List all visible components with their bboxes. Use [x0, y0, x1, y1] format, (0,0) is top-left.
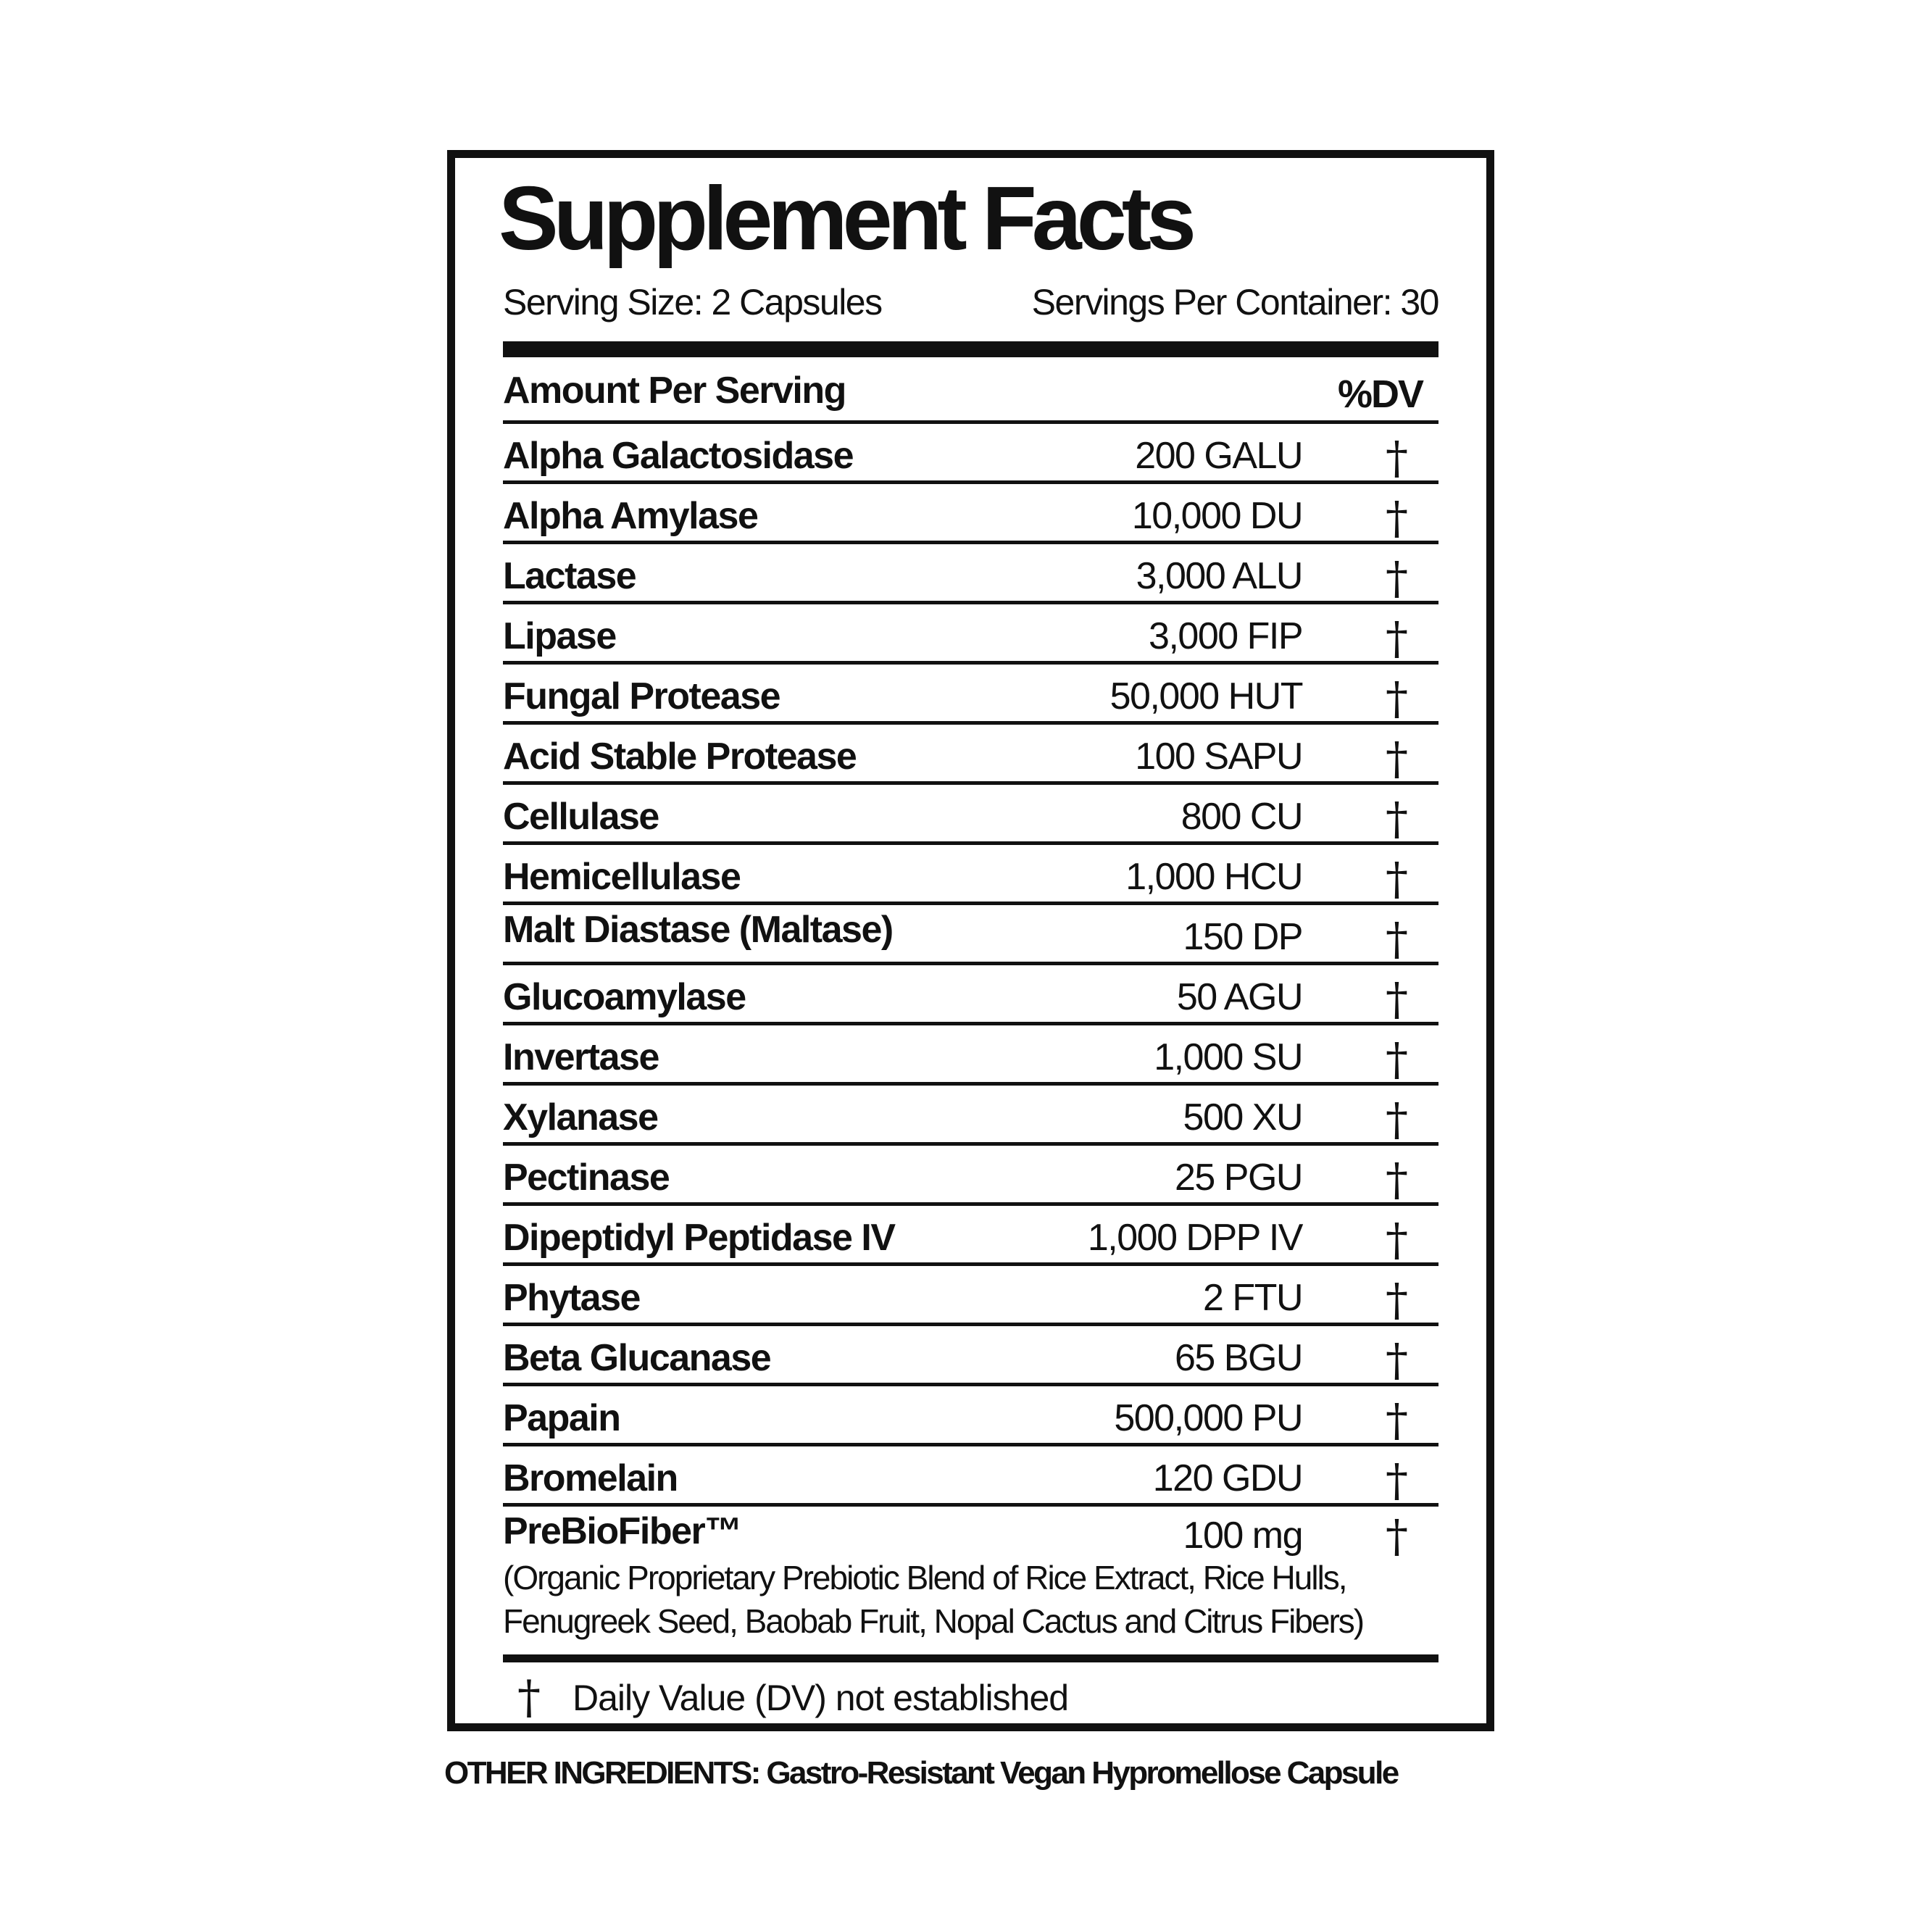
dagger-icon: † [1386, 1153, 1408, 1206]
table-row [503, 1146, 1438, 1206]
ingredient-name: Beta Glucanase [503, 1337, 771, 1379]
table-row [503, 604, 1438, 665]
dagger-icon: † [1386, 1394, 1408, 1446]
table-row [503, 1326, 1438, 1386]
table-row [503, 1446, 1438, 1507]
dagger-icon: † [1386, 1510, 1408, 1562]
ingredient-name: Alpha Amylase [503, 495, 758, 537]
ingredient-table [503, 424, 1438, 1728]
dagger-icon: † [1386, 1093, 1408, 1146]
ingredient-name: Lactase [503, 555, 636, 597]
dagger-icon: † [1386, 852, 1408, 905]
dagger-icon: † [1386, 1213, 1408, 1266]
label-title: Supplement Facts [499, 169, 1191, 269]
ingredient-name: Acid Stable Protease [503, 736, 857, 778]
ingredient-name: Phytase [503, 1277, 640, 1319]
ingredient-amount: 120 GDU [1152, 1457, 1302, 1499]
dagger-icon: † [1386, 612, 1408, 665]
ingredient-amount: 800 CU [1181, 796, 1302, 838]
description-line: Fenugreek Seed, Baobab Fruit, Nopal Cactus and Citrus Fibers) [503, 1602, 1364, 1640]
ingredient-name: Lipase [503, 615, 616, 657]
dagger-icon: † [1386, 912, 1408, 965]
ingredient-amount: 65 BGU [1175, 1337, 1302, 1379]
ingredient-amount: 100 SAPU [1135, 736, 1302, 778]
ingredient-name: Dipeptidyl Peptidase IV [503, 1217, 895, 1259]
ingredient-name: PreBioFiber™ [503, 1510, 741, 1552]
table-row [503, 484, 1438, 544]
ingredient-name: Invertase [503, 1036, 659, 1078]
thick-divider [503, 341, 1438, 357]
footnote [503, 1662, 1438, 1728]
ingredient-name: Fungal Protease [503, 675, 780, 717]
ingredient-amount: 10,000 DU [1131, 495, 1302, 537]
dv-header: %DV [1337, 372, 1423, 416]
ingredient-amount: 500 XU [1183, 1096, 1302, 1138]
ingredient-name: Malt Diastase (Maltase) [503, 909, 893, 951]
table-row [503, 845, 1438, 905]
dagger-icon: † [1386, 973, 1408, 1025]
ingredient-amount: 1,000 HCU [1125, 856, 1302, 898]
ingredient-name: Alpha Galactosidase [503, 435, 854, 477]
footnote-text: Daily Value (DV) not established [572, 1678, 1069, 1718]
ingredient-name: Hemicellulase [503, 856, 741, 898]
serving-info [503, 281, 1438, 325]
dagger-icon: † [1386, 1273, 1408, 1326]
ingredient-amount: 50,000 HUT [1109, 675, 1302, 717]
description-line: (Organic Proprietary Prebiotic Blend of Rice Extract, Rice Hulls, [503, 1559, 1346, 1596]
dagger-icon: † [1386, 1033, 1408, 1086]
servings-per-container: Servings Per Container: 30 [1031, 282, 1438, 322]
ingredient-name: Papain [503, 1397, 620, 1439]
dagger-icon: † [1386, 1454, 1408, 1507]
dagger-icon: † [1386, 732, 1408, 785]
table-row [503, 544, 1438, 604]
ingredient-amount: 3,000 FIP [1149, 615, 1302, 657]
ingredient-name: Xylanase [503, 1096, 658, 1138]
ingredient-amount: 50 AGU [1176, 976, 1302, 1018]
dagger-icon: † [1386, 551, 1408, 604]
dagger-icon: † [1386, 491, 1408, 544]
dagger-icon: † [1386, 672, 1408, 725]
serving-size: Serving Size: 2 Capsules [503, 282, 882, 322]
table-header [503, 365, 1438, 424]
dagger-icon: † [517, 1671, 541, 1725]
ingredient-amount: 2 FTU [1203, 1277, 1302, 1319]
ingredient-amount: 3,000 ALU [1136, 555, 1302, 597]
table-row [503, 725, 1438, 785]
table-row [503, 905, 1438, 965]
ingredient-amount: 500,000 PU [1114, 1397, 1302, 1439]
table-row [503, 424, 1438, 484]
table-row [503, 1386, 1438, 1446]
prebiofiber-description [503, 1556, 1363, 1643]
ingredient-name: Glucoamylase [503, 976, 746, 1018]
dagger-icon: † [1386, 1333, 1408, 1386]
table-row [503, 785, 1438, 845]
other-ingredients: OTHER INGREDIENTS: Gastro-Resistant Vegan Hypromellose Capsule [444, 1755, 1398, 1791]
table-row [503, 1206, 1438, 1266]
amount-per-serving-header: Amount Per Serving [503, 370, 846, 412]
ingredient-amount: 25 PGU [1175, 1157, 1302, 1199]
table-row [503, 1025, 1438, 1086]
ingredient-amount: 1,000 SU [1154, 1036, 1302, 1078]
table-row [503, 1086, 1438, 1146]
table-row [503, 965, 1438, 1025]
ingredient-amount: 1,000 DPP IV [1087, 1217, 1302, 1259]
dagger-icon: † [1386, 792, 1408, 845]
ingredient-amount: 100 mg [1183, 1515, 1302, 1557]
ingredient-name: Pectinase [503, 1157, 670, 1199]
ingredient-amount: 200 GALU [1135, 435, 1302, 477]
dagger-icon: † [1386, 431, 1408, 484]
table-row [503, 665, 1438, 725]
ingredient-name: Bromelain [503, 1457, 678, 1499]
ingredient-name: Cellulase [503, 796, 659, 838]
prebiofiber-row [503, 1507, 1438, 1662]
ingredient-amount: 150 DP [1183, 916, 1302, 958]
table-row [503, 1266, 1438, 1326]
supplement-facts-panel [447, 150, 1494, 1731]
